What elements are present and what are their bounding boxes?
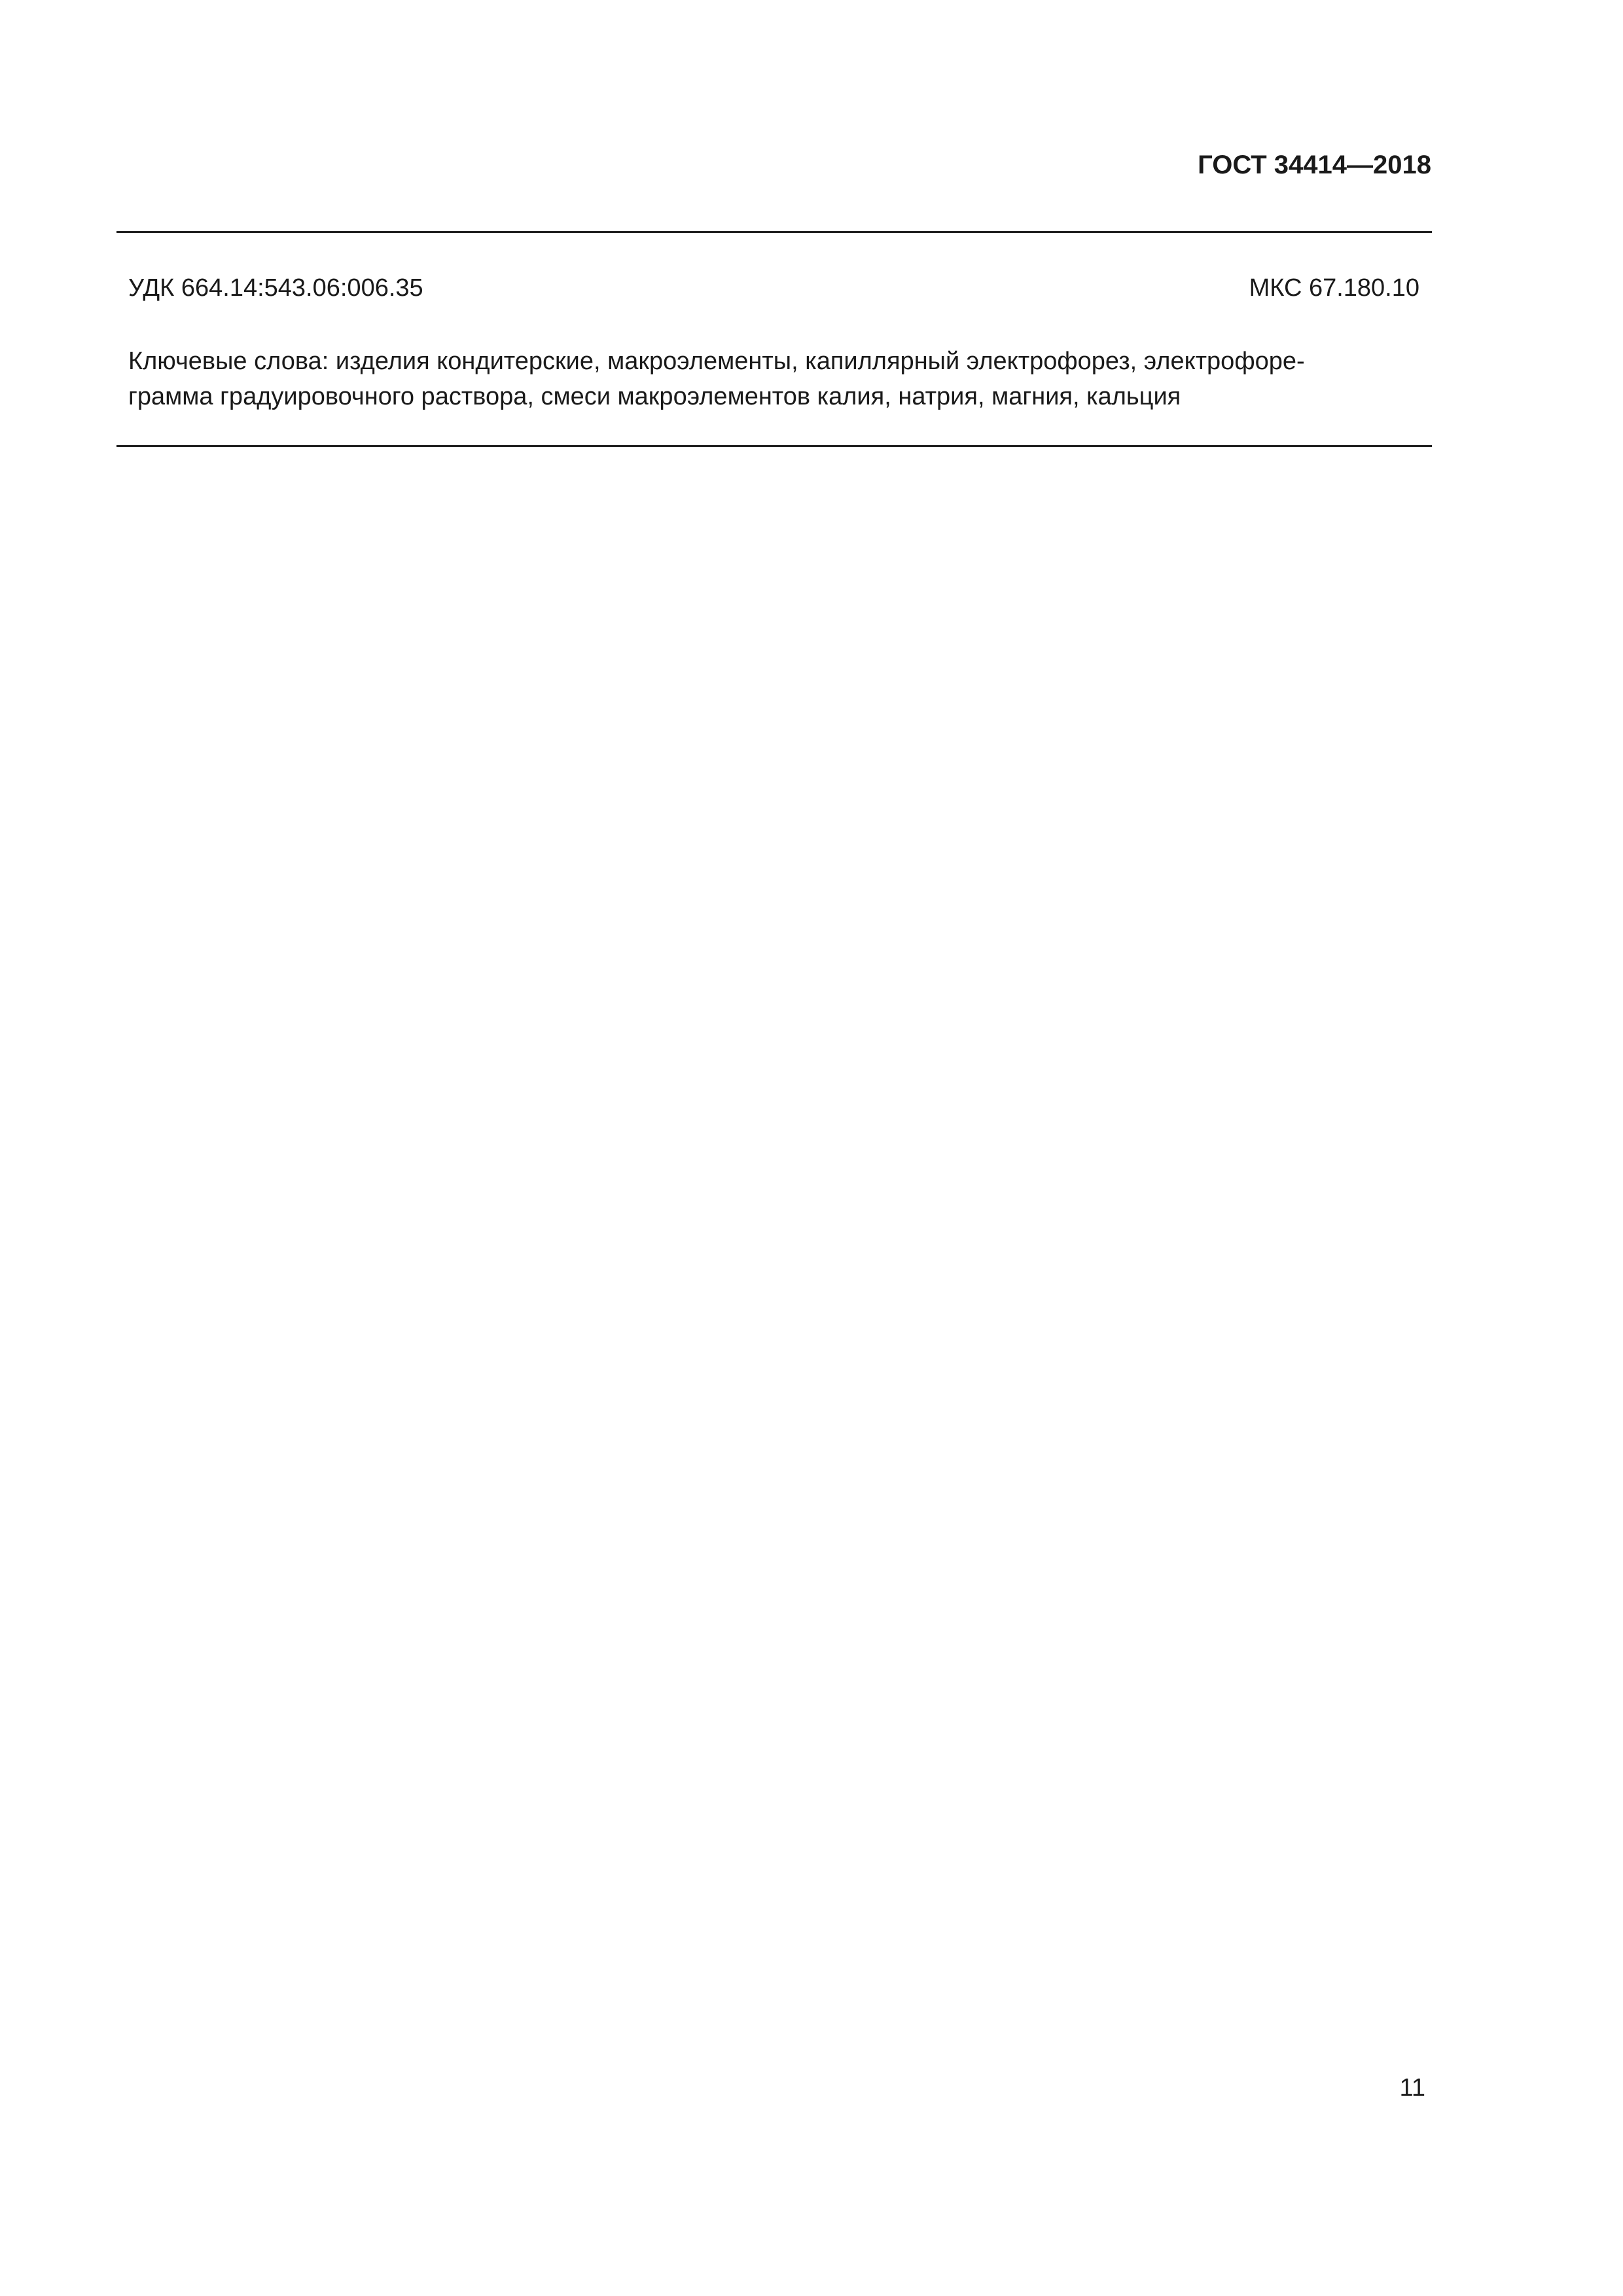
page-number: 11 [1399, 2074, 1425, 2102]
ics-code: МКС 67.180.10 [1249, 274, 1419, 302]
keywords-line-1: Ключевые слова: изделия кондитерские, макроэлементы, капиллярный электрофорез, электрофоре- [128, 348, 1305, 375]
udc-code: УДК 664.14:543.06:006.35 [128, 274, 423, 302]
keywords-paragraph [128, 344, 1431, 414]
document-code: ГОСТ 34414—2018 [1198, 151, 1431, 179]
bottom-divider [116, 445, 1432, 447]
keywords-line-2: грамма градуировочного раствора, смеси макроэлементов калия, натрия, магния, кальция [128, 383, 1181, 410]
top-divider [116, 231, 1432, 233]
